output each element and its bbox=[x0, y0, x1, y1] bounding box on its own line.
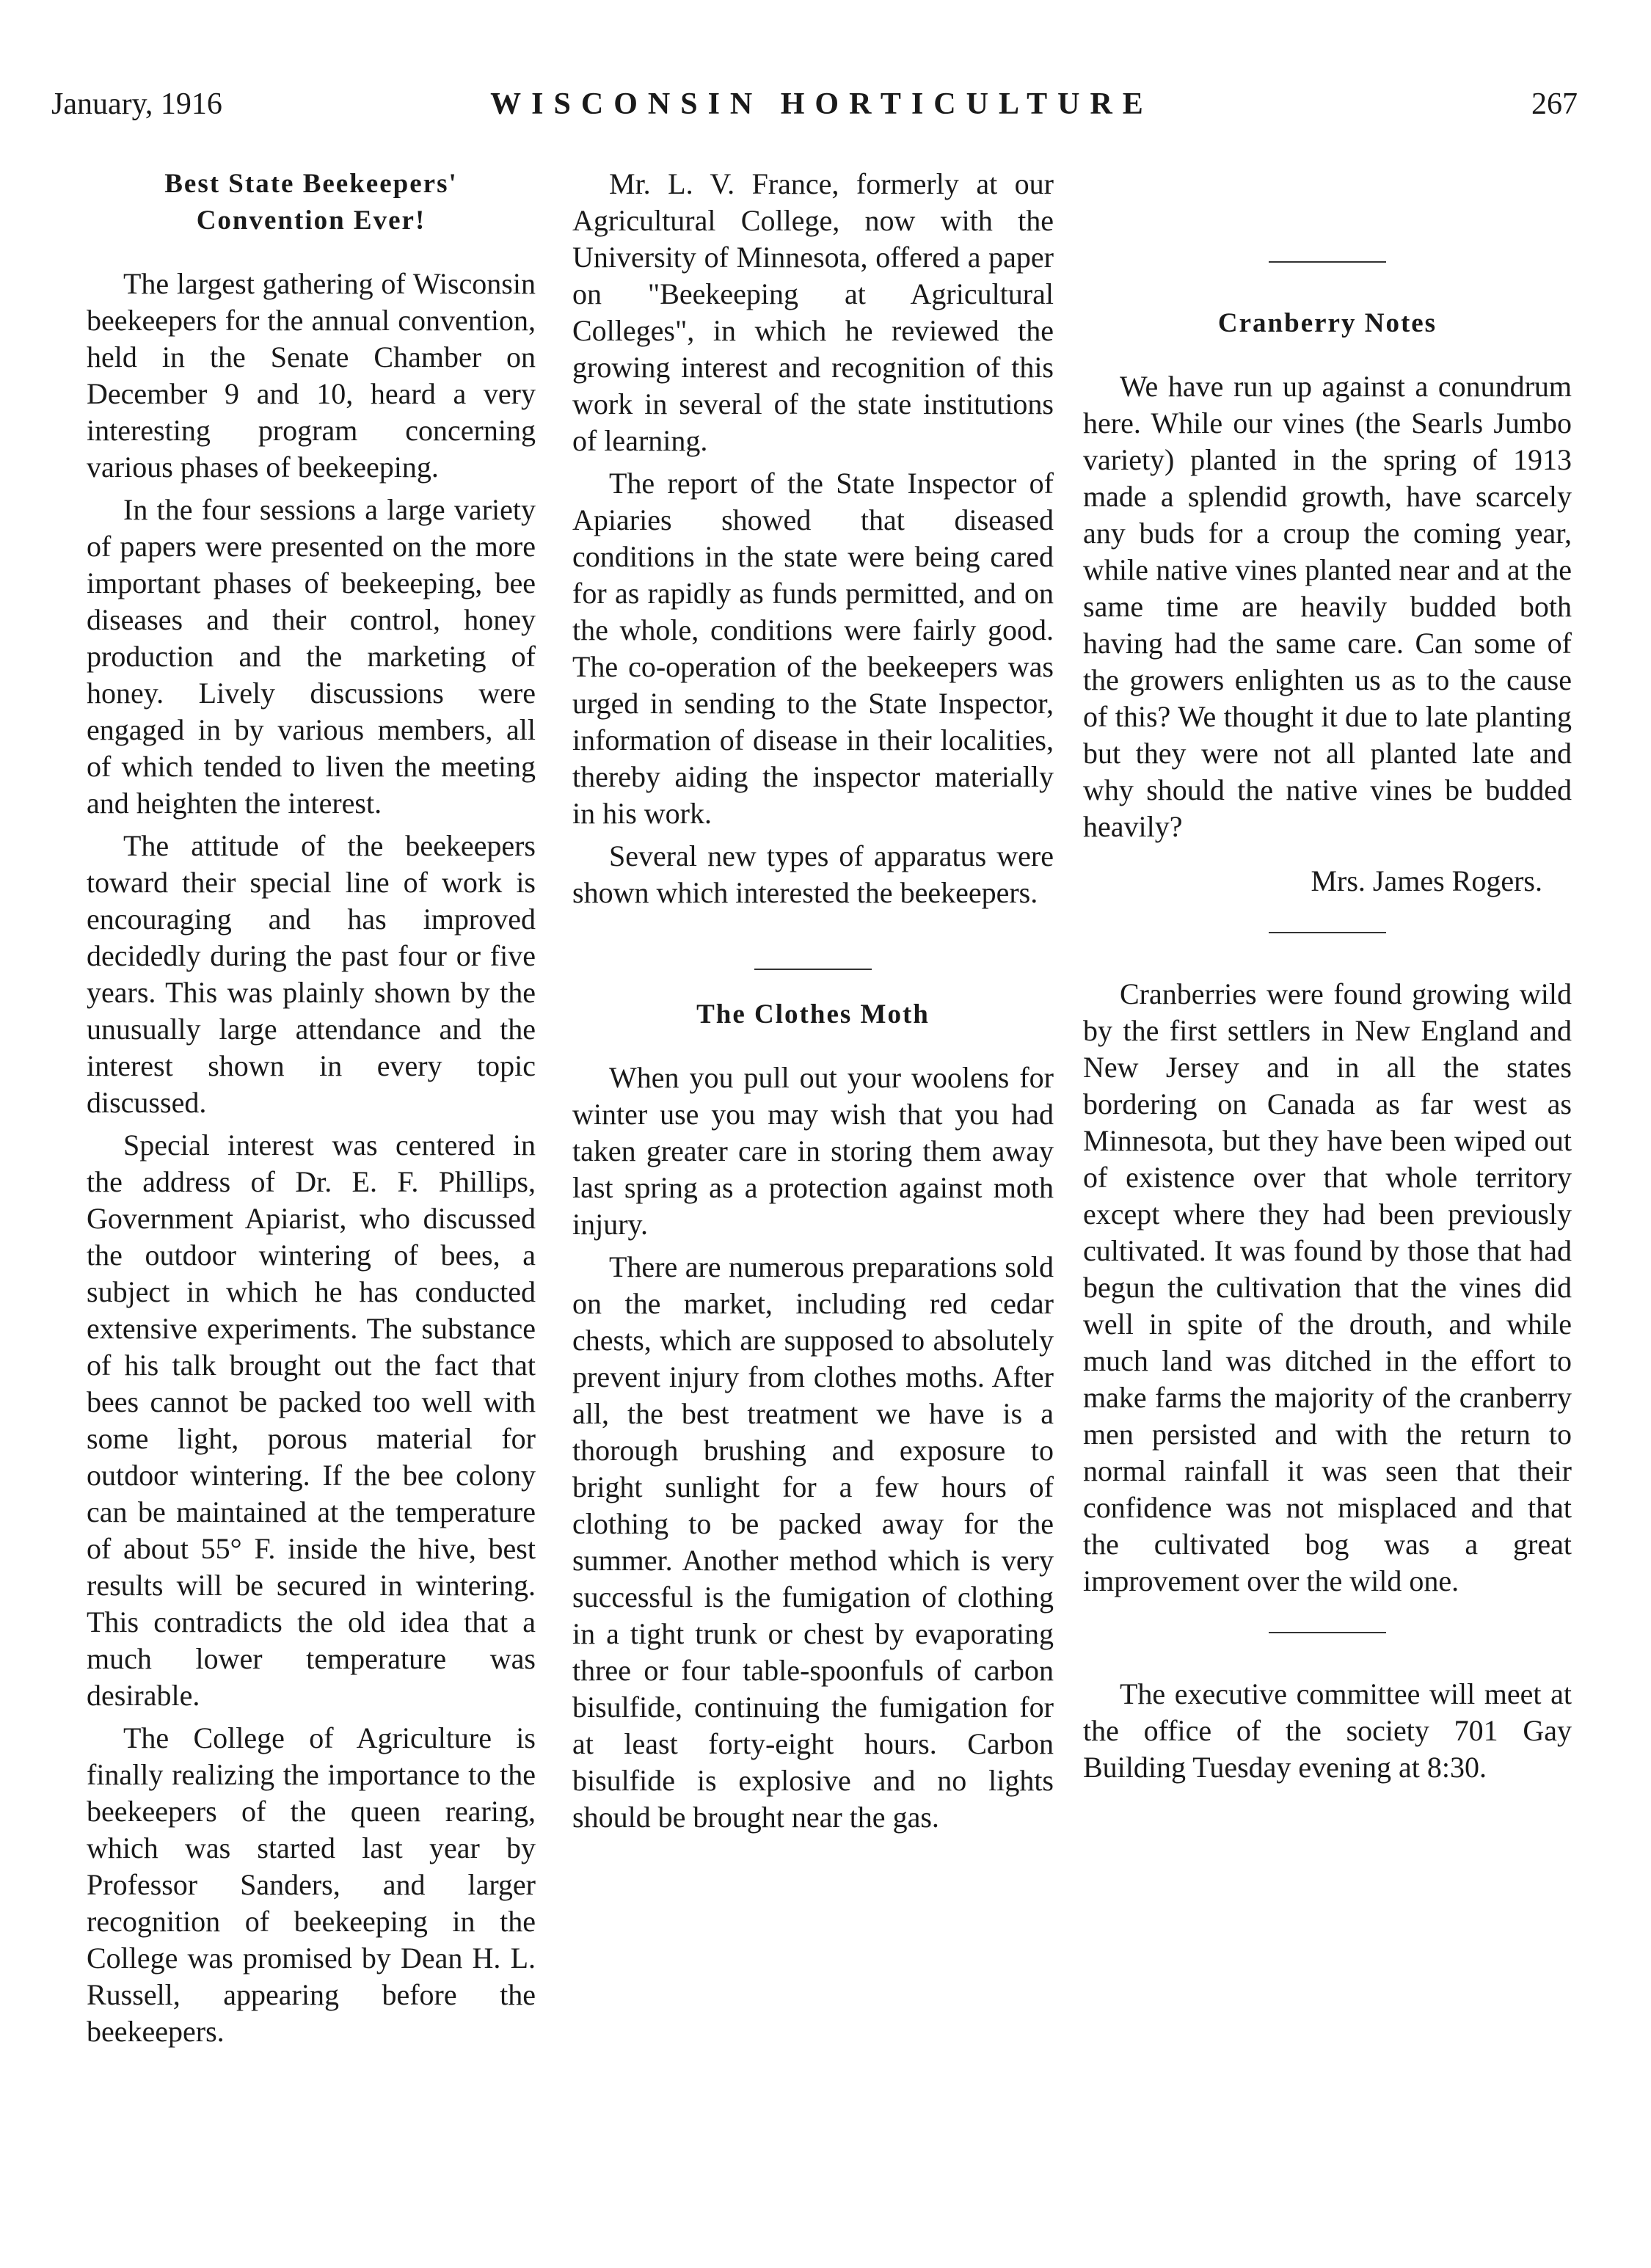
paragraph: There are numerous preparations sold on the market, including red cedar chests, which are supposed to absolutely prevent injury from clothes moths. After all, the best treatment we have is a thorough brushing and exposure to bright sunlight for a few hours of clothing to be packed away for the summer. Another method which is very successful is the fumigation of clothing in a tight trunk or chest by evaporating three or four table-spoonfuls of carbon bisulfide, continuing the fumigation for at least forty-eight hours. Carbon bisulfide is explosive and no lights should be brought near the gas. bbox=[572, 1250, 1054, 1834]
page-header bbox=[51, 87, 1578, 138]
paragraph: The report of the State Inspector of Apiaries showed that diseased conditions in the state were being cared for as rapidly as funds permitted, and on the whole, conditions were fairly good. The co-operation of the beekeepers was urged in sending to the State Inspector, information of disease in their localities, thereby aiding the inspector materially in his work. bbox=[572, 467, 1054, 830]
page-number: 267 bbox=[1531, 87, 1578, 121]
author-signature: Mrs. James Rogers. bbox=[1311, 864, 1542, 897]
paragraph: Several new types of apparatus were shown which interested the beekeepers. bbox=[572, 839, 1054, 909]
paragraph: In the four sessions a large variety of papers were presented on the more important phases of beekeeping, bee diseases and their control, honey production and the marketing of honey. Lively discussions were engaged in by various members, all of which tended to liven the meeting and heighten the interest. bbox=[87, 493, 536, 820]
paragraph: Special interest was centered in the address of Dr. E. F. Phillips, Government Apiarist, who discussed the outdoor wintering of bees, a subject in which he has conducted extensive experiments. The substance of his talk brought out the fact that bees cannot be packed too well with some light, porous material for outdoor wintering. If the bee colony can be maintained at the temperature of about 55° F. inside the hive, best results will be secured in wintering. This contradicts the old idea that a much lower temperature was desirable. bbox=[87, 1128, 536, 1712]
article-heading-cranberry: Cranberry Notes bbox=[1217, 308, 1437, 338]
paragraph: We have run up against a conundrum here. While our vines (the Searls Jumbo variety) planted in the spring of 1913 made a splendid growth, have scarcely any buds for a croup the coming year, while native vines planted near and at the same time are heavily budded both having had the same care. Can some of the growers enlighten us as to the cause of this? We thought it due to late planting but they were not all planted late and why should the native vines be budded heavily? bbox=[1083, 370, 1572, 843]
publication-title: WISCONSIN HORTICULTURE bbox=[490, 87, 1153, 121]
paragraph: When you pull out your woolens for winter use you may wish that you had taken greater care in storing them away last spring as a protection against moth injury. bbox=[572, 1061, 1054, 1241]
paragraph: Cranberries were found growing wild by the first settlers in New England and New Jersey and in all the states bordering on Canada as far west as Minnesota, but they have been wiped out of existence over that whole territory except where they had been previously cultivated. It was found by those that had begun the cultivation that the vines did well in spite of the drouth, and while much land was ditched in the effort to make farms the majority of the cranberry men persisted and with the return to normal rainfall it was seen that their confidence was not misplaced and that the cultivated bog was a great improvement over the wild one. bbox=[1083, 977, 1572, 1597]
paragraph: The executive committee will meet at the office of the society 701 Gay Building Tuesday evening at 8:30. bbox=[1083, 1677, 1572, 1784]
article-heading-beekeepers: Best State Beekeepers' Convention Ever! bbox=[164, 169, 458, 236]
column-right bbox=[1083, 166, 1572, 1792]
article-heading-clothes-moth: The Clothes Moth bbox=[696, 999, 930, 1029]
paragraph: The College of Agriculture is finally realizing the importance to the beekeepers of the queen rearing, which was started last year by Professor Sanders, and larger recognition of beekeeping in the College was promised by Dean H. L. Russell, appearing before the beekeepers. bbox=[87, 1721, 536, 2048]
column-middle bbox=[572, 166, 1054, 1842]
paragraph: The largest gathering of Wisconsin beekeepers for the annual convention, held in the Senate Chamber on December 9 and 10, heard a very interesting program concerning various phases of beekeeping. bbox=[87, 267, 536, 484]
issue-date: January, 1916 bbox=[51, 87, 222, 121]
paragraph: Mr. L. V. France, formerly at our Agricultural College, now with the University of Minnesota, offered a paper on "Beekeeping at Agricultural Colleges", in which he reviewed the growing interest and recognition of this work in several of the state institutions of learning. bbox=[572, 167, 1054, 457]
paragraph: The attitude of the beekeepers toward their special line of work is encouraging and has improved decidedly during the past four or five years. This was plainly shown by the unusually large attendance and the interest shown in every topic discussed. bbox=[87, 829, 536, 1119]
column-left bbox=[87, 166, 536, 2056]
